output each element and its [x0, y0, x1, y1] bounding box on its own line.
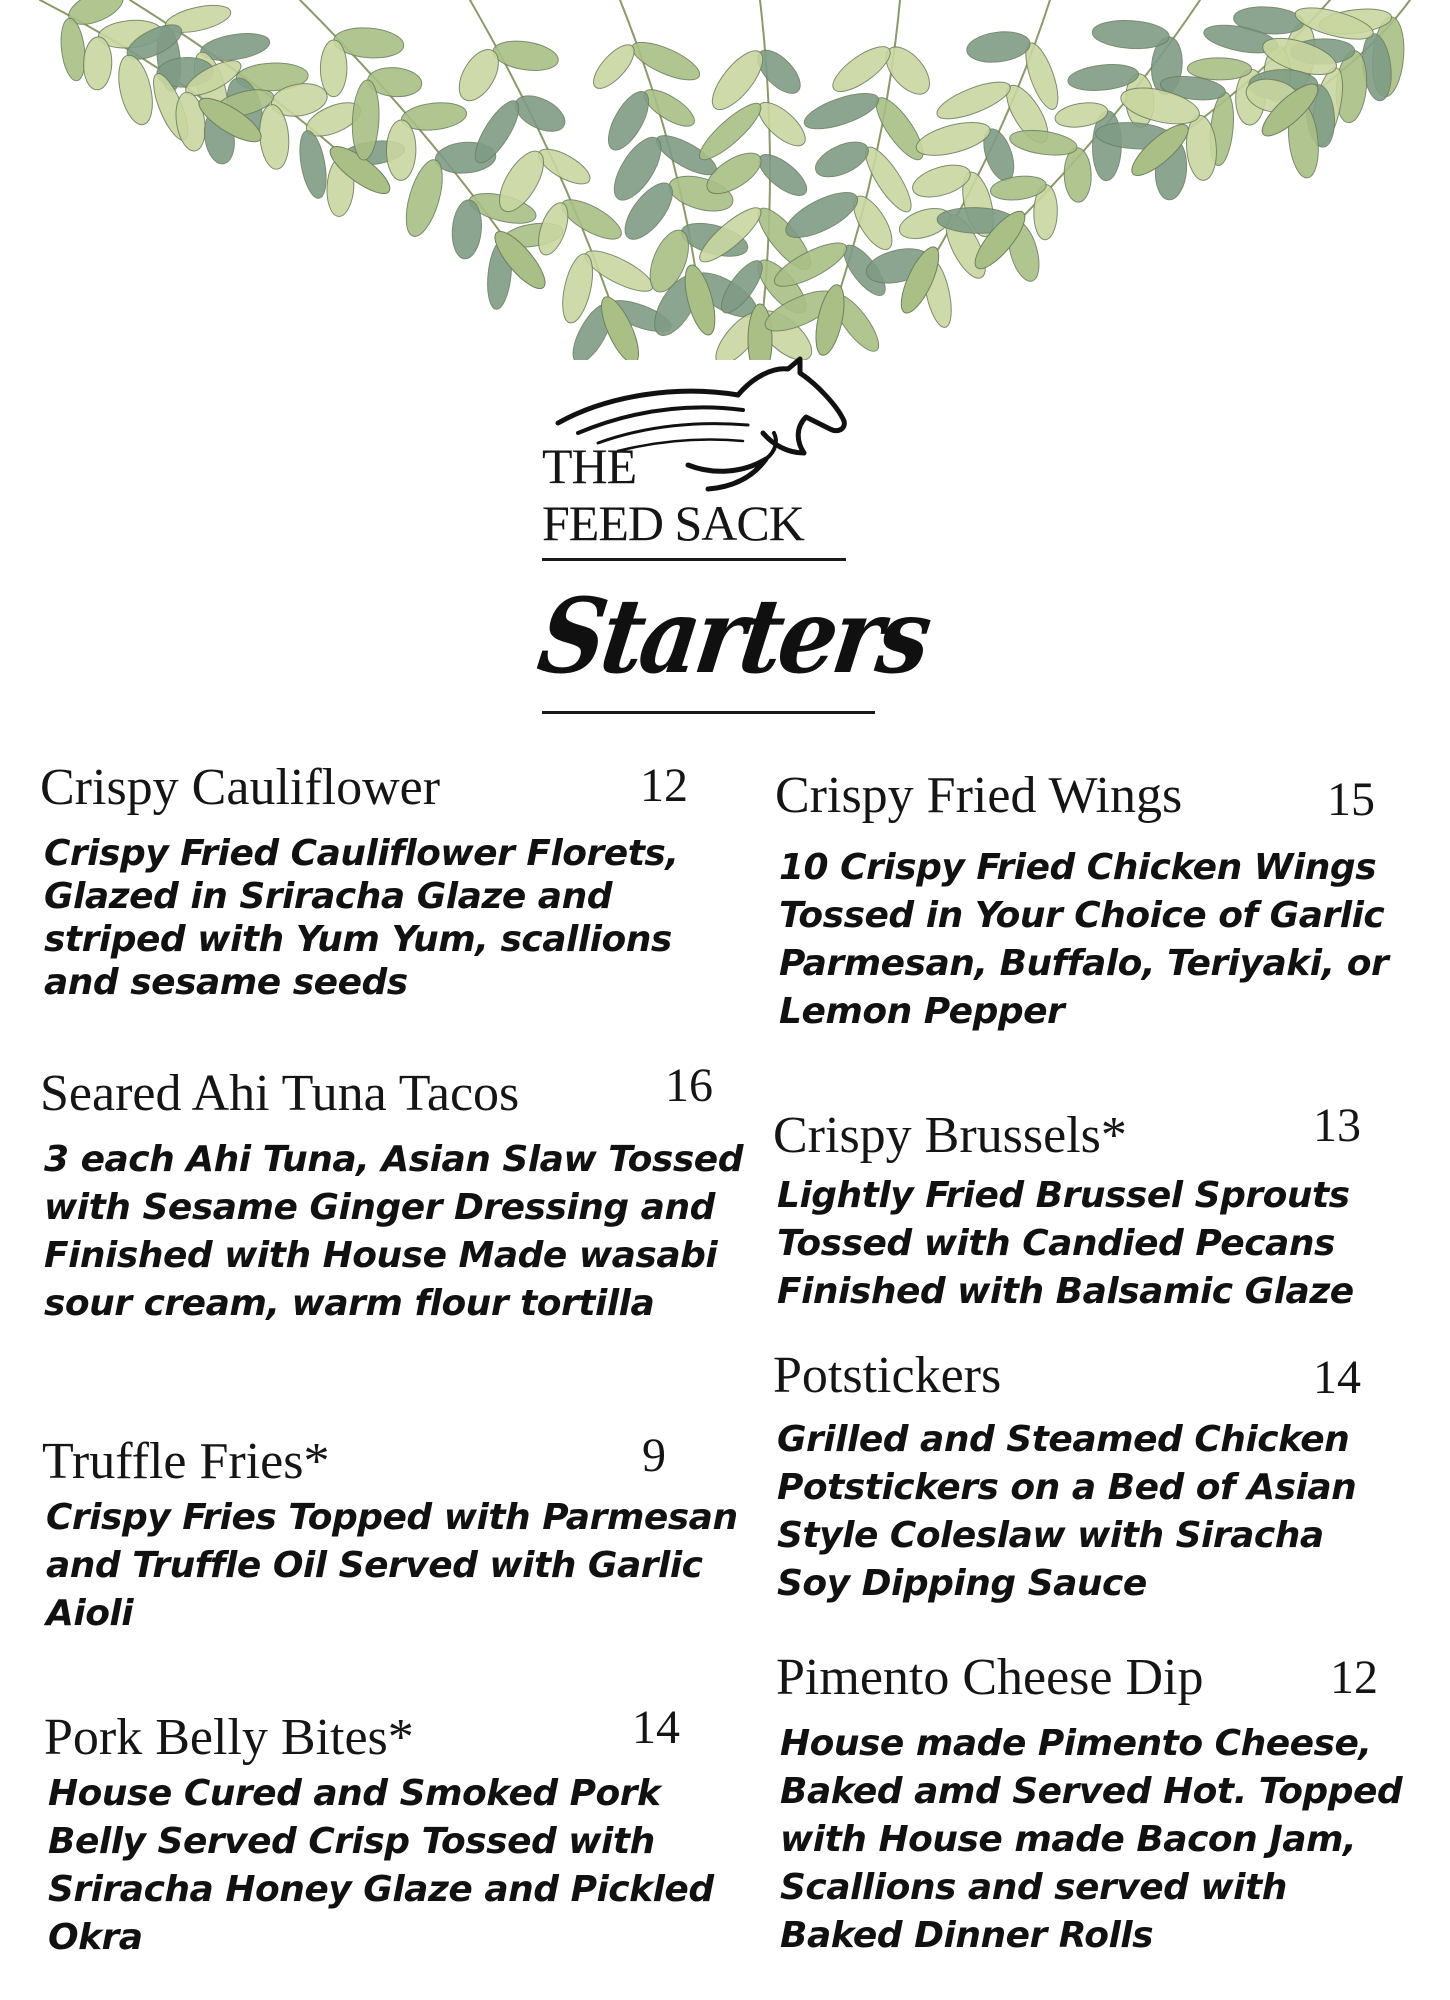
- menu-item-description: Crispy Fried Cauliflower Florets, Glazed in Sriracha Glaze and striped with Yum Yum, scallions and sesame seeds: [44, 833, 679, 1003]
- menu-item-description: Crispy Fries Topped with Parmesan and Truffle Oil Served with Garlic Aioli: [46, 1497, 738, 1634]
- menu-item-name: Crispy Fried Wings: [775, 767, 1183, 824]
- menu-item-description: 10 Crispy Fried Chicken Wings Tossed in Your Choice of Garlic Parmesan, Buffalo, Teriyaki, or Lemon Pepper: [779, 847, 1389, 1032]
- menu-item-pimento-cheese-dip: [776, 1649, 1416, 1992]
- logo-underline: [542, 558, 846, 561]
- menu-item-pork-belly-bites: [44, 1701, 764, 1958]
- menu-item-description: Grilled and Steamed Chicken Potstickers on a Bed of Asian Style Coleslaw with Siracha Soy Dipping Sauce: [777, 1419, 1357, 1604]
- menu-item-crispy-fried-wings: [775, 767, 1415, 1050]
- section-title-underline: [542, 711, 875, 714]
- menu-item-name: Seared Ahi Tuna Tacos: [40, 1065, 520, 1122]
- menu-item-crispy-brussels: [773, 1099, 1413, 1340]
- menu-item-name: Crispy Brussels*: [773, 1107, 1127, 1164]
- menu-item-name: Truffle Fries*: [42, 1433, 330, 1490]
- menu-item-price: 16: [665, 1059, 713, 1112]
- menu-item-price: 15: [1327, 773, 1375, 826]
- menu-item-description: House Cured and Smoked Pork Belly Served Crisp Tossed with Sriracha Honey Glaze and Pickled Okra: [48, 1773, 714, 1958]
- menu-item-name: Crispy Cauliflower: [40, 759, 441, 816]
- logo-text-feed-sack: FEED SACK: [542, 495, 804, 551]
- menu-item-description: Lightly Fried Brussel Sprouts Tossed with Candied Pecans Finished with Balsamic Glaze: [777, 1175, 1354, 1312]
- menu-item-potstickers: [773, 1347, 1413, 1630]
- logo-text-the: THE: [542, 438, 637, 494]
- olive-leaves-illustration: [0, 0, 1450, 360]
- menu-item-description: 3 each Ahi Tuna, Asian Slaw Tossed with Sesame Ginger Dressing and Finished with House Made wasabi sour cream, warm flour tortilla: [44, 1139, 743, 1324]
- brand-logo: [538, 355, 868, 570]
- menu-item-price: 12: [640, 759, 688, 812]
- menu-item-truffle-fries: [42, 1429, 762, 1656]
- menu-item-description: House made Pimento Cheese, Baked amd Served Hot. Topped with House made Bacon Jam, Scallions and served with Baked Dinner Rolls: [780, 1723, 1403, 1956]
- menu-item-price: 13: [1313, 1099, 1361, 1152]
- menu-item-price: 9: [642, 1429, 666, 1482]
- section-title: Starters: [531, 575, 935, 697]
- menu-item-crispy-cauliflower: [40, 759, 760, 1022]
- menu-item-seared-ahi-tuna-tacos: [40, 1059, 760, 1348]
- menu-item-name: Pork Belly Bites*: [44, 1709, 414, 1766]
- menu-item-name: Pimento Cheese Dip: [776, 1649, 1204, 1706]
- menu-item-price: 12: [1330, 1651, 1378, 1704]
- menu-item-price: 14: [1313, 1351, 1361, 1404]
- menu-item-price: 14: [632, 1701, 680, 1754]
- menu-item-name: Potstickers: [773, 1347, 1002, 1404]
